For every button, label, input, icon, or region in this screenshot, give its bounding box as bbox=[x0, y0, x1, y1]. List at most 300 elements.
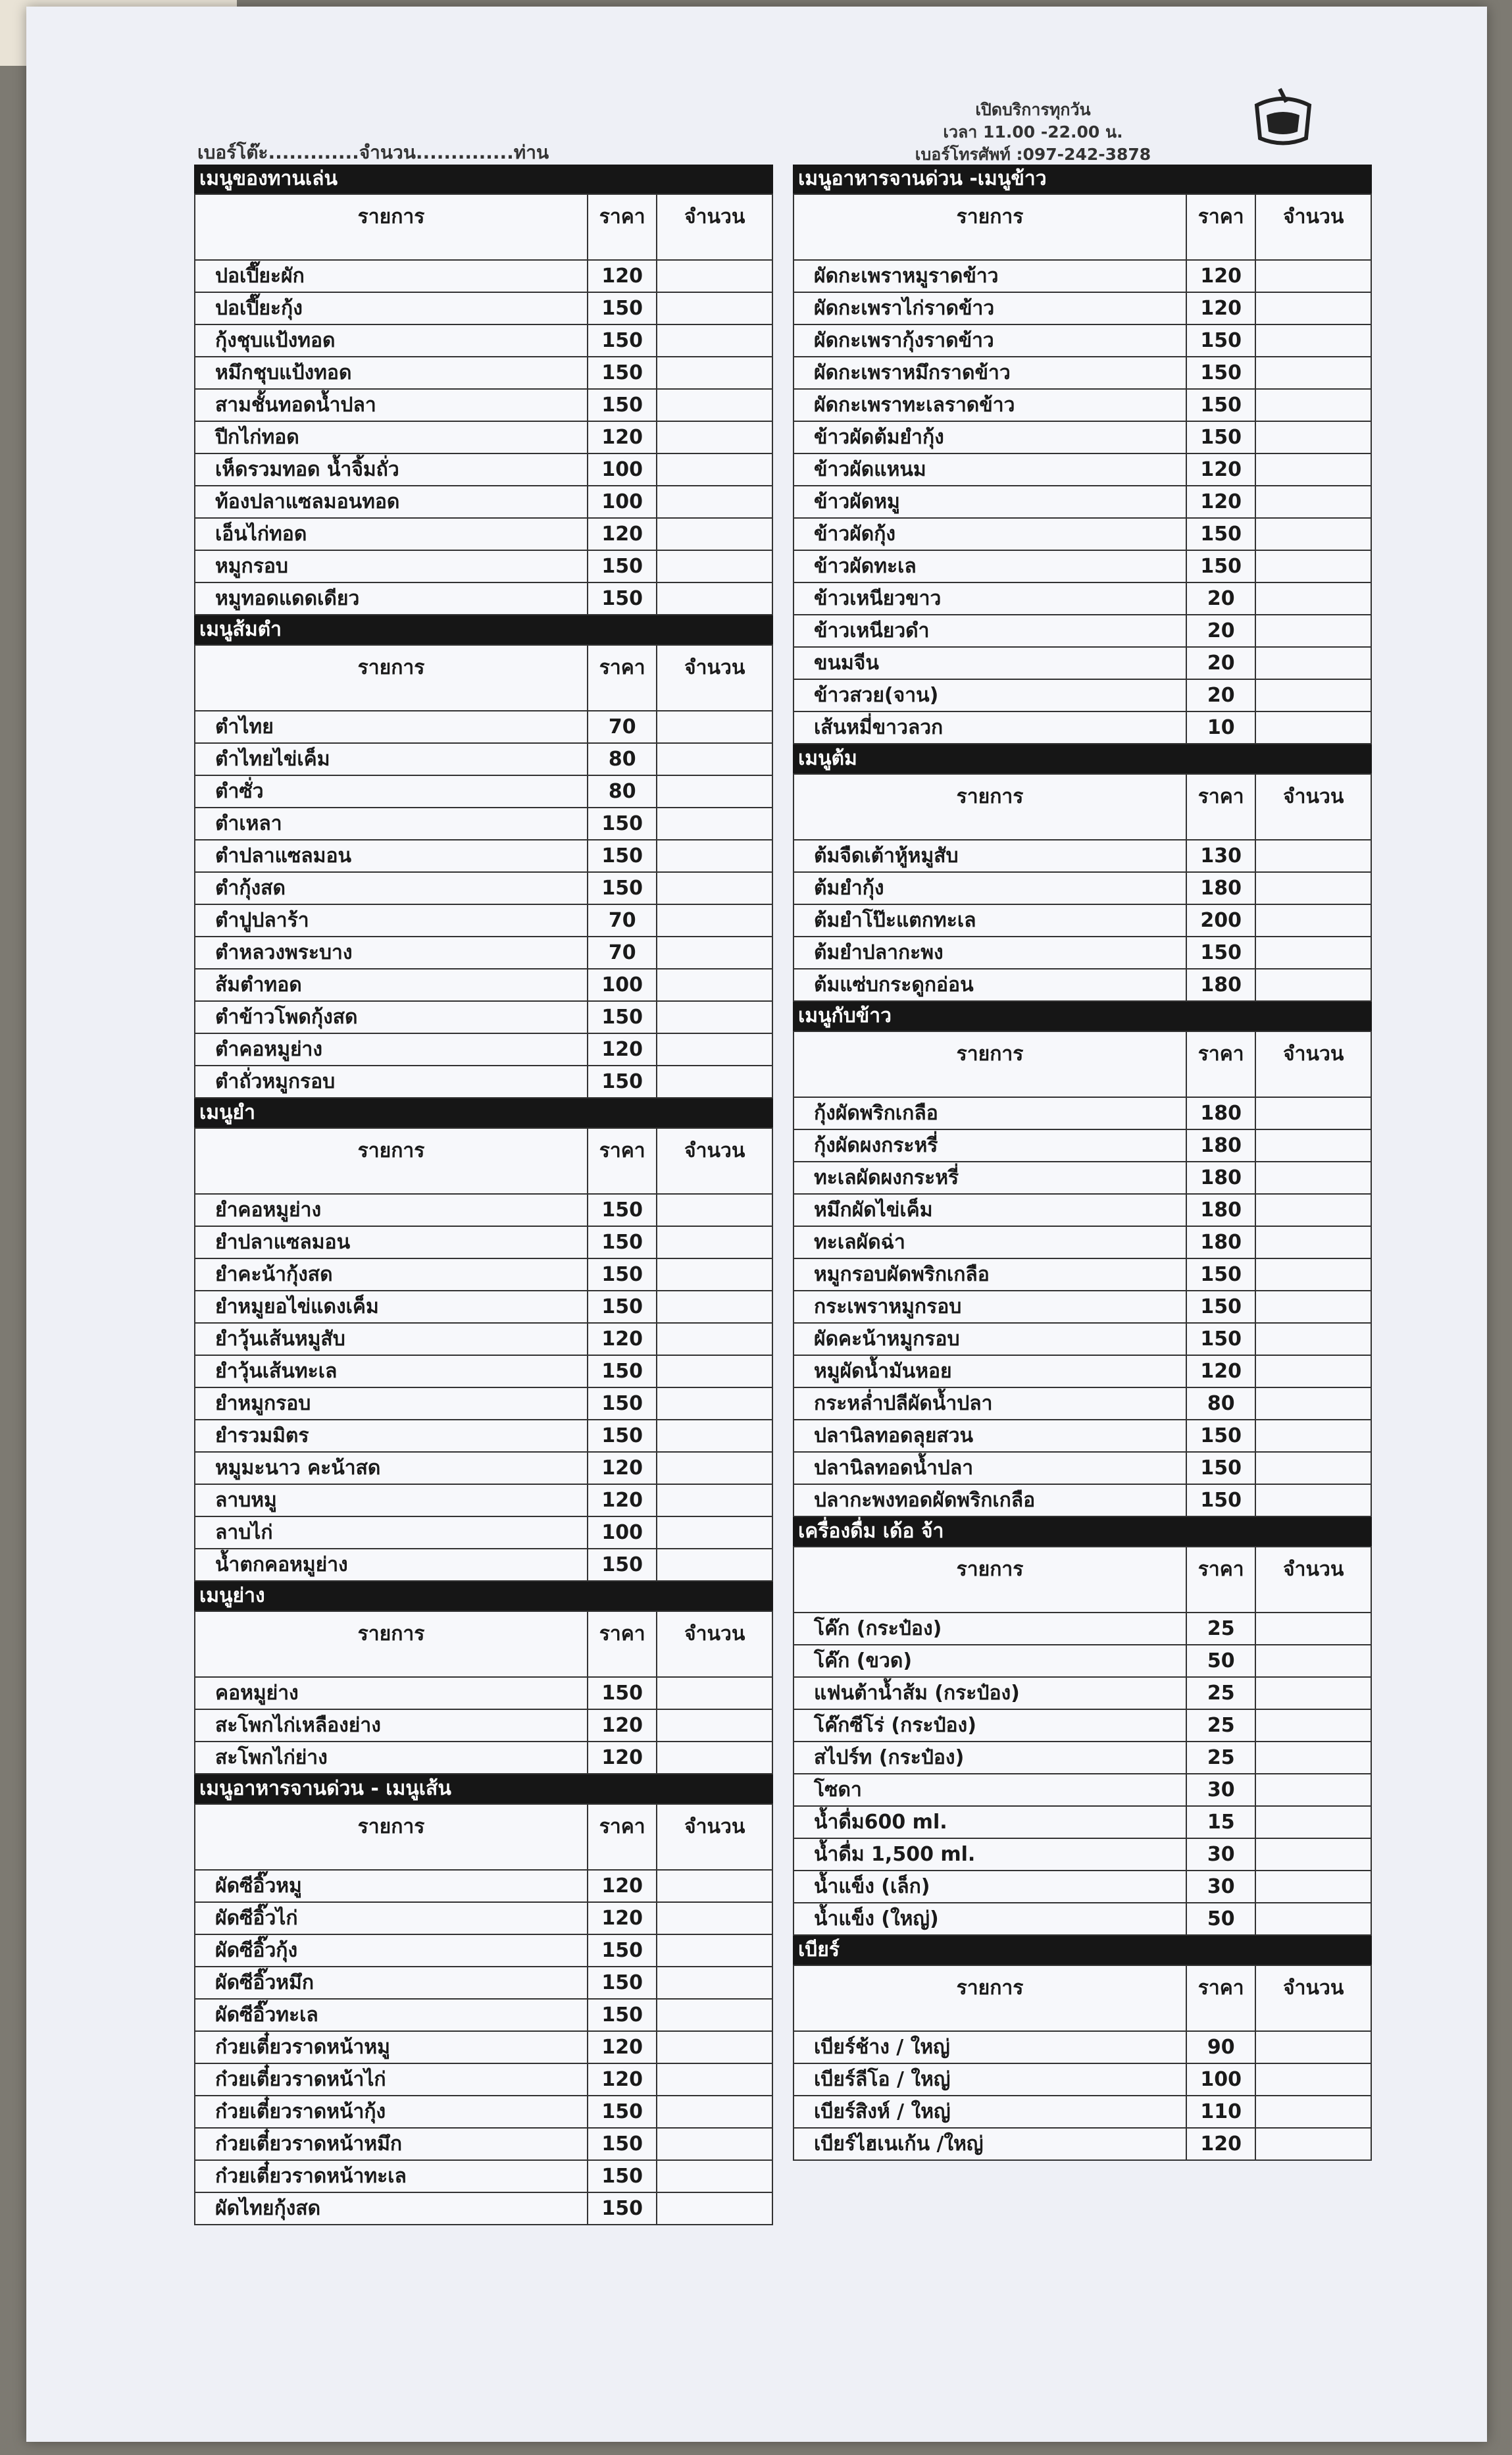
item-quantity-cell[interactable] bbox=[657, 1323, 772, 1355]
item-price: 150 bbox=[1186, 1452, 1255, 1484]
item-price: 150 bbox=[588, 1420, 657, 1452]
item-name: ส้มตำทอด bbox=[195, 969, 588, 1001]
item-name: ผัดกะเพราหมึกราดข้าว bbox=[794, 357, 1186, 389]
item-price: 150 bbox=[1186, 421, 1255, 453]
table-row bbox=[794, 582, 1371, 615]
item-price: 10 bbox=[1186, 711, 1255, 744]
item-price: 150 bbox=[588, 292, 657, 324]
item-price: 150 bbox=[1186, 389, 1255, 421]
item-quantity-cell[interactable] bbox=[1255, 389, 1371, 421]
item-name: ท้องปลาแซลมอนทอด bbox=[195, 486, 588, 518]
item-quantity-cell[interactable] bbox=[1255, 1226, 1371, 1258]
table-row bbox=[195, 1033, 772, 1066]
table-row bbox=[195, 453, 772, 486]
restaurant-info bbox=[875, 99, 1191, 166]
phone-line: เบอร์โทรศัพท์ :097-242-3878 bbox=[915, 145, 1151, 164]
item-quantity-cell[interactable] bbox=[1255, 615, 1371, 647]
item-name: ข้าวผัดหมู bbox=[794, 486, 1186, 518]
item-quantity-cell[interactable] bbox=[1255, 1838, 1371, 1871]
item-quantity-cell[interactable] bbox=[1255, 357, 1371, 389]
item-price: 150 bbox=[588, 1001, 657, 1033]
item-quantity-cell[interactable] bbox=[1255, 1709, 1371, 1742]
item-name: ข้าวผัดแหนม bbox=[794, 453, 1186, 486]
item-quantity-cell[interactable] bbox=[657, 2192, 772, 2225]
item-quantity-cell[interactable] bbox=[657, 1677, 772, 1709]
table-row bbox=[794, 1709, 1371, 1742]
item-quantity-cell[interactable] bbox=[657, 324, 772, 357]
column-header-name: รายการ bbox=[794, 1965, 1186, 2031]
item-quantity-cell[interactable] bbox=[1255, 1871, 1371, 1903]
item-name: ผัดซีอิ๊วไก่ bbox=[195, 1902, 588, 1934]
table-row bbox=[794, 1871, 1371, 1903]
table-row bbox=[195, 582, 772, 615]
item-quantity-cell[interactable] bbox=[657, 1355, 772, 1387]
item-price: 120 bbox=[1186, 1355, 1255, 1387]
item-name: ตำปลาแซลมอน bbox=[195, 840, 588, 872]
item-price: 150 bbox=[588, 1194, 657, 1226]
item-price: 120 bbox=[1186, 486, 1255, 518]
table-row bbox=[195, 1709, 772, 1742]
item-quantity-cell[interactable] bbox=[657, 260, 772, 292]
item-name: ยำหมูกรอบ bbox=[195, 1387, 588, 1420]
column-header-price: ราคา bbox=[1186, 1031, 1255, 1097]
column-header-qty: จำนวน bbox=[1255, 1547, 1371, 1613]
item-quantity-cell[interactable] bbox=[657, 1934, 772, 1967]
item-quantity-cell[interactable] bbox=[1255, 711, 1371, 744]
item-quantity-cell[interactable] bbox=[657, 1420, 772, 1452]
item-quantity-cell[interactable] bbox=[657, 1902, 772, 1934]
item-price: 180 bbox=[1186, 1129, 1255, 1162]
item-quantity-cell[interactable] bbox=[1255, 292, 1371, 324]
table-row bbox=[195, 2160, 772, 2192]
item-quantity-cell[interactable] bbox=[1255, 1097, 1371, 1129]
item-price: 110 bbox=[1186, 2096, 1255, 2128]
table-row bbox=[794, 518, 1371, 550]
item-price: 20 bbox=[1186, 615, 1255, 647]
table-row bbox=[195, 711, 772, 743]
item-quantity-cell[interactable] bbox=[657, 904, 772, 937]
item-quantity-cell[interactable] bbox=[657, 1452, 772, 1484]
table-row bbox=[794, 1806, 1371, 1838]
item-name: ตำไทยไข่เค็ม bbox=[195, 743, 588, 775]
item-quantity-cell[interactable] bbox=[657, 2128, 772, 2160]
item-name: ข้าวผัดต้มยำกุ้ง bbox=[794, 421, 1186, 453]
item-name: สะโพกไก่เหลืองย่าง bbox=[195, 1709, 588, 1742]
item-name: กุ้งผัดผงกระหรี่ bbox=[794, 1129, 1186, 1162]
section-title: เมนูกับข้าว bbox=[793, 1002, 1372, 1031]
item-price: 120 bbox=[1186, 453, 1255, 486]
item-price: 150 bbox=[1186, 1258, 1255, 1291]
item-name: เบียร์สิงห์ / ใหญ่ bbox=[794, 2096, 1186, 2128]
item-quantity-cell[interactable] bbox=[1255, 1774, 1371, 1806]
item-quantity-cell[interactable] bbox=[657, 872, 772, 904]
item-name: น้ำดื่ม 1,500 ml. bbox=[794, 1838, 1186, 1871]
menu-table bbox=[194, 1803, 773, 2225]
column-header-price: ราคา bbox=[588, 1128, 657, 1194]
item-price: 150 bbox=[588, 872, 657, 904]
item-quantity-cell[interactable] bbox=[657, 808, 772, 840]
item-quantity-cell[interactable] bbox=[657, 453, 772, 486]
menu-table bbox=[194, 644, 773, 1098]
table-row bbox=[195, 1677, 772, 1709]
table-row bbox=[195, 840, 772, 872]
item-name: ขนมจีน bbox=[794, 647, 1186, 679]
item-name: ตำหลวงพระบาง bbox=[195, 937, 588, 969]
item-quantity-cell[interactable] bbox=[1255, 582, 1371, 615]
item-quantity-cell[interactable] bbox=[1255, 679, 1371, 711]
item-quantity-cell[interactable] bbox=[1255, 1420, 1371, 1452]
column-header-qty: จำนวน bbox=[657, 1804, 772, 1870]
table-row bbox=[195, 1323, 772, 1355]
item-quantity-cell[interactable] bbox=[1255, 840, 1371, 872]
item-price: 50 bbox=[1186, 1645, 1255, 1677]
item-quantity-cell[interactable] bbox=[657, 2063, 772, 2096]
item-price: 80 bbox=[588, 775, 657, 808]
item-name: ตำไทย bbox=[195, 711, 588, 743]
item-quantity-cell[interactable] bbox=[657, 840, 772, 872]
item-quantity-cell[interactable] bbox=[657, 1516, 772, 1549]
item-name: กุ้งผัดพริกเกลือ bbox=[794, 1097, 1186, 1129]
table-row bbox=[195, 389, 772, 421]
item-name: ผัดกะเพรากุ้งราดข้าว bbox=[794, 324, 1186, 357]
item-quantity-cell[interactable] bbox=[657, 1194, 772, 1226]
item-quantity-cell[interactable] bbox=[657, 969, 772, 1001]
table-row bbox=[794, 1258, 1371, 1291]
section-title: เมนูของทานเล่น bbox=[194, 165, 773, 194]
item-quantity-cell[interactable] bbox=[1255, 1903, 1371, 1935]
item-price: 120 bbox=[588, 2031, 657, 2063]
item-price: 150 bbox=[588, 1999, 657, 2031]
section-title: เมนูอาหารจานด่วน - เมนูเส้น bbox=[194, 1774, 773, 1803]
table-row bbox=[794, 550, 1371, 582]
table-row bbox=[794, 872, 1371, 904]
table-row bbox=[794, 969, 1371, 1001]
item-name: ตำเหลา bbox=[195, 808, 588, 840]
item-name: เอ็นไก่ทอด bbox=[195, 518, 588, 550]
item-price: 150 bbox=[588, 2096, 657, 2128]
item-name: ผัดซีอิ๊วกุ้ง bbox=[195, 1934, 588, 1967]
item-quantity-cell[interactable] bbox=[1255, 1258, 1371, 1291]
table-row bbox=[794, 324, 1371, 357]
item-name: ต้มแซ่บกระดูกอ่อน bbox=[794, 969, 1186, 1001]
menu-table bbox=[793, 1031, 1372, 1517]
table-header-row bbox=[195, 1804, 772, 1870]
item-name: เห็ดรวมทอด น้ำจิ้มถั่ว bbox=[195, 453, 588, 486]
item-quantity-cell[interactable] bbox=[657, 1387, 772, 1420]
item-price: 180 bbox=[1186, 1226, 1255, 1258]
item-quantity-cell[interactable] bbox=[657, 1001, 772, 1033]
item-quantity-cell[interactable] bbox=[657, 937, 772, 969]
item-price: 15 bbox=[1186, 1806, 1255, 1838]
item-name: ยำหมูยอไข่แดงเค็ม bbox=[195, 1291, 588, 1323]
item-quantity-cell[interactable] bbox=[1255, 1323, 1371, 1355]
column-header-qty: จำนวน bbox=[1255, 774, 1371, 840]
item-price: 150 bbox=[1186, 518, 1255, 550]
item-quantity-cell[interactable] bbox=[657, 2096, 772, 2128]
item-name: เบียร์ลีโอ / ใหญ่ bbox=[794, 2063, 1186, 2096]
menu-table bbox=[194, 1127, 773, 1582]
table-row bbox=[195, 260, 772, 292]
item-quantity-cell[interactable] bbox=[1255, 260, 1371, 292]
item-name: ผัดกะเพราไก่ราดข้าว bbox=[794, 292, 1186, 324]
item-quantity-cell[interactable] bbox=[657, 1484, 772, 1516]
table-row bbox=[195, 1420, 772, 1452]
table-row bbox=[794, 2063, 1371, 2096]
table-row bbox=[794, 1677, 1371, 1709]
table-row bbox=[794, 2031, 1371, 2063]
item-name: สามชั้นทอดน้ำปลา bbox=[195, 389, 588, 421]
item-quantity-cell[interactable] bbox=[1255, 453, 1371, 486]
item-quantity-cell[interactable] bbox=[1255, 1645, 1371, 1677]
item-quantity-cell[interactable] bbox=[657, 1291, 772, 1323]
item-name: ผัดซีอิ๊วหมึก bbox=[195, 1967, 588, 1999]
table-order-line: เบอร์โต๊ะ.............จำนวน..............ท่าน bbox=[197, 142, 549, 163]
item-name: หมูกรอบผัดพริกเกลือ bbox=[794, 1258, 1186, 1291]
table-row bbox=[794, 1162, 1371, 1194]
item-quantity-cell[interactable] bbox=[657, 1258, 772, 1291]
item-quantity-cell[interactable] bbox=[1255, 1484, 1371, 1516]
item-name: ตำข้าวโพดกุ้งสด bbox=[195, 1001, 588, 1033]
item-name: ข้าวเหนียวขาว bbox=[794, 582, 1186, 615]
item-name: ทะเลผัดผงกระหรี่ bbox=[794, 1162, 1186, 1194]
item-name: น้ำแข็ง (ใหญ่) bbox=[794, 1903, 1186, 1935]
table-row bbox=[195, 2128, 772, 2160]
item-name: ปีกไก่ทอด bbox=[195, 421, 588, 453]
item-price: 120 bbox=[588, 1742, 657, 1774]
table-row bbox=[794, 904, 1371, 937]
item-quantity-cell[interactable] bbox=[657, 582, 772, 615]
table-row bbox=[195, 2192, 772, 2225]
menu-table bbox=[793, 773, 1372, 1002]
item-quantity-cell[interactable] bbox=[1255, 1194, 1371, 1226]
item-price: 150 bbox=[588, 1549, 657, 1581]
table-row bbox=[794, 1226, 1371, 1258]
table-row bbox=[195, 1484, 772, 1516]
item-price: 150 bbox=[588, 808, 657, 840]
table-row bbox=[794, 1129, 1371, 1162]
table-row bbox=[195, 1194, 772, 1226]
item-quantity-cell[interactable] bbox=[657, 1226, 772, 1258]
item-quantity-cell[interactable] bbox=[657, 389, 772, 421]
table-row bbox=[794, 260, 1371, 292]
item-price: 120 bbox=[588, 2063, 657, 2096]
item-quantity-cell[interactable] bbox=[1255, 1742, 1371, 1774]
table-row bbox=[794, 1097, 1371, 1129]
item-price: 120 bbox=[588, 1870, 657, 1902]
table-row bbox=[794, 1420, 1371, 1452]
item-quantity-cell[interactable] bbox=[1255, 1806, 1371, 1838]
item-price: 25 bbox=[1186, 1742, 1255, 1774]
item-quantity-cell[interactable] bbox=[657, 421, 772, 453]
column-header-qty: จำนวน bbox=[1255, 1031, 1371, 1097]
table-row bbox=[195, 743, 772, 775]
item-name: น้ำดื่ม600 ml. bbox=[794, 1806, 1186, 1838]
item-price: 150 bbox=[1186, 1484, 1255, 1516]
table-row bbox=[794, 1774, 1371, 1806]
item-name: ปลานิลทอดน้ำปลา bbox=[794, 1452, 1186, 1484]
item-quantity-cell[interactable] bbox=[1255, 1355, 1371, 1387]
item-name: ยำวุ้นเส้นหมูสับ bbox=[195, 1323, 588, 1355]
table-row bbox=[195, 2063, 772, 2096]
item-quantity-cell[interactable] bbox=[1255, 969, 1371, 1001]
item-quantity-cell[interactable] bbox=[1255, 518, 1371, 550]
item-quantity-cell[interactable] bbox=[1255, 2031, 1371, 2063]
item-name: หมูผัดน้ำมันหอย bbox=[794, 1355, 1186, 1387]
item-price: 120 bbox=[588, 421, 657, 453]
item-quantity-cell[interactable] bbox=[1255, 1387, 1371, 1420]
table-header-row bbox=[195, 1611, 772, 1677]
item-quantity-cell[interactable] bbox=[657, 1999, 772, 2031]
item-name: ลาบหมู bbox=[195, 1484, 588, 1516]
table-row bbox=[195, 937, 772, 969]
item-price: 25 bbox=[1186, 1677, 1255, 1709]
item-quantity-cell[interactable] bbox=[657, 1742, 772, 1774]
item-price: 180 bbox=[1186, 1097, 1255, 1129]
item-name: ทะเลผัดฉ่า bbox=[794, 1226, 1186, 1258]
item-name: ข้าวผัดทะเล bbox=[794, 550, 1186, 582]
item-quantity-cell[interactable] bbox=[657, 1870, 772, 1902]
item-price: 150 bbox=[1186, 324, 1255, 357]
table-row bbox=[794, 937, 1371, 969]
item-price: 25 bbox=[1186, 1709, 1255, 1742]
column-header-name: รายการ bbox=[195, 1128, 588, 1194]
item-quantity-cell[interactable] bbox=[657, 2160, 772, 2192]
item-quantity-cell[interactable] bbox=[657, 1709, 772, 1742]
item-quantity-cell[interactable] bbox=[1255, 1677, 1371, 1709]
item-name: หมูกรอบ bbox=[195, 550, 588, 582]
item-quantity-cell[interactable] bbox=[1255, 1162, 1371, 1194]
item-price: 30 bbox=[1186, 1774, 1255, 1806]
item-name: ยำปลาแซลมอน bbox=[195, 1226, 588, 1258]
item-name: เบียร์ไฮเนเก้น /ใหญ่ bbox=[794, 2128, 1186, 2160]
table-row bbox=[794, 1742, 1371, 1774]
item-quantity-cell[interactable] bbox=[657, 2031, 772, 2063]
item-quantity-cell[interactable] bbox=[657, 518, 772, 550]
section-title: เมนูยำ bbox=[194, 1098, 773, 1127]
item-price: 120 bbox=[1186, 292, 1255, 324]
table-row bbox=[794, 679, 1371, 711]
item-name: ผัดซีอิ๊วหมู bbox=[195, 1870, 588, 1902]
item-price: 70 bbox=[588, 904, 657, 937]
item-quantity-cell[interactable] bbox=[1255, 872, 1371, 904]
table-row bbox=[195, 1387, 772, 1420]
item-name: ข้าวผัดกุ้ง bbox=[794, 518, 1186, 550]
item-name: โค๊กซีโร่ (กระป๋อง) bbox=[794, 1709, 1186, 1742]
item-quantity-cell[interactable] bbox=[657, 357, 772, 389]
item-name: กระหล่ำปลีผัดน้ำปลา bbox=[794, 1387, 1186, 1420]
item-quantity-cell[interactable] bbox=[1255, 324, 1371, 357]
item-quantity-cell[interactable] bbox=[1255, 486, 1371, 518]
table-row bbox=[195, 1516, 772, 1549]
item-quantity-cell[interactable] bbox=[657, 1967, 772, 1999]
item-quantity-cell[interactable] bbox=[657, 486, 772, 518]
table-row bbox=[195, 421, 772, 453]
item-quantity-cell[interactable] bbox=[1255, 421, 1371, 453]
item-price: 120 bbox=[588, 1902, 657, 1934]
item-name: ยำคอหมูย่าง bbox=[195, 1194, 588, 1226]
column-header-name: รายการ bbox=[794, 1031, 1186, 1097]
item-price: 150 bbox=[1186, 1291, 1255, 1323]
right-menu-column bbox=[793, 165, 1372, 2161]
item-name: ยำรวมมิตร bbox=[195, 1420, 588, 1452]
table-row bbox=[794, 2096, 1371, 2128]
item-quantity-cell[interactable] bbox=[657, 1549, 772, 1581]
time-line: เวลา 11.00 -22.00 น. bbox=[943, 122, 1123, 142]
item-price: 120 bbox=[1186, 260, 1255, 292]
item-name: ผัดไทยกุ้งสด bbox=[195, 2192, 588, 2225]
table-row bbox=[794, 453, 1371, 486]
item-quantity-cell[interactable] bbox=[657, 711, 772, 743]
item-name: ผัดกะเพราทะเลราดข้าว bbox=[794, 389, 1186, 421]
item-quantity-cell[interactable] bbox=[657, 1066, 772, 1098]
column-header-price: ราคา bbox=[1186, 774, 1255, 840]
table-row bbox=[794, 292, 1371, 324]
item-price: 150 bbox=[1186, 1323, 1255, 1355]
item-quantity-cell[interactable] bbox=[1255, 1129, 1371, 1162]
item-price: 150 bbox=[588, 1226, 657, 1258]
table-row bbox=[794, 421, 1371, 453]
item-price: 150 bbox=[588, 582, 657, 615]
table-header-row bbox=[794, 774, 1371, 840]
item-name: โซดา bbox=[794, 1774, 1186, 1806]
item-quantity-cell[interactable] bbox=[1255, 2128, 1371, 2160]
column-header-qty: จำนวน bbox=[657, 1128, 772, 1194]
table-row bbox=[794, 1452, 1371, 1484]
item-price: 150 bbox=[588, 1677, 657, 1709]
item-quantity-cell[interactable] bbox=[657, 743, 772, 775]
item-price: 150 bbox=[588, 389, 657, 421]
item-name: ก๋วยเตี๋ยวราดหน้าไก่ bbox=[195, 2063, 588, 2096]
item-quantity-cell[interactable] bbox=[1255, 2063, 1371, 2096]
item-quantity-cell[interactable] bbox=[1255, 550, 1371, 582]
item-quantity-cell[interactable] bbox=[1255, 937, 1371, 969]
item-price: 200 bbox=[1186, 904, 1255, 937]
item-quantity-cell[interactable] bbox=[1255, 1452, 1371, 1484]
item-name: สไปร์ท (กระป๋อง) bbox=[794, 1742, 1186, 1774]
item-price: 120 bbox=[588, 518, 657, 550]
item-price: 180 bbox=[1186, 872, 1255, 904]
item-quantity-cell[interactable] bbox=[657, 292, 772, 324]
item-name: ปลากะพงทอดผัดพริกเกลือ bbox=[794, 1484, 1186, 1516]
item-quantity-cell[interactable] bbox=[1255, 1291, 1371, 1323]
item-name: ปอเปี๊ยะผัก bbox=[195, 260, 588, 292]
table-row bbox=[794, 647, 1371, 679]
item-quantity-cell[interactable] bbox=[1255, 1613, 1371, 1645]
item-price: 150 bbox=[1186, 357, 1255, 389]
item-name: ตำถั่วหมูกรอบ bbox=[195, 1066, 588, 1098]
item-price: 120 bbox=[588, 1033, 657, 1066]
item-price: 70 bbox=[588, 937, 657, 969]
item-quantity-cell[interactable] bbox=[1255, 647, 1371, 679]
section-title: เมนูต้ม bbox=[793, 744, 1372, 773]
item-price: 150 bbox=[588, 1934, 657, 1967]
column-header-price: ราคา bbox=[1186, 1547, 1255, 1613]
item-price: 150 bbox=[1186, 937, 1255, 969]
table-row bbox=[794, 357, 1371, 389]
item-name: ผัดกะเพราหมูราดข้าว bbox=[794, 260, 1186, 292]
table-row bbox=[195, 518, 772, 550]
item-quantity-cell[interactable] bbox=[657, 775, 772, 808]
item-quantity-cell[interactable] bbox=[657, 1033, 772, 1066]
table-row bbox=[794, 486, 1371, 518]
item-quantity-cell[interactable] bbox=[1255, 2096, 1371, 2128]
item-name: ข้าวเหนียวดำ bbox=[794, 615, 1186, 647]
table-row bbox=[195, 1001, 772, 1033]
item-quantity-cell[interactable] bbox=[657, 550, 772, 582]
table-row bbox=[195, 1355, 772, 1387]
table-row bbox=[195, 1902, 772, 1934]
item-quantity-cell[interactable] bbox=[1255, 904, 1371, 937]
